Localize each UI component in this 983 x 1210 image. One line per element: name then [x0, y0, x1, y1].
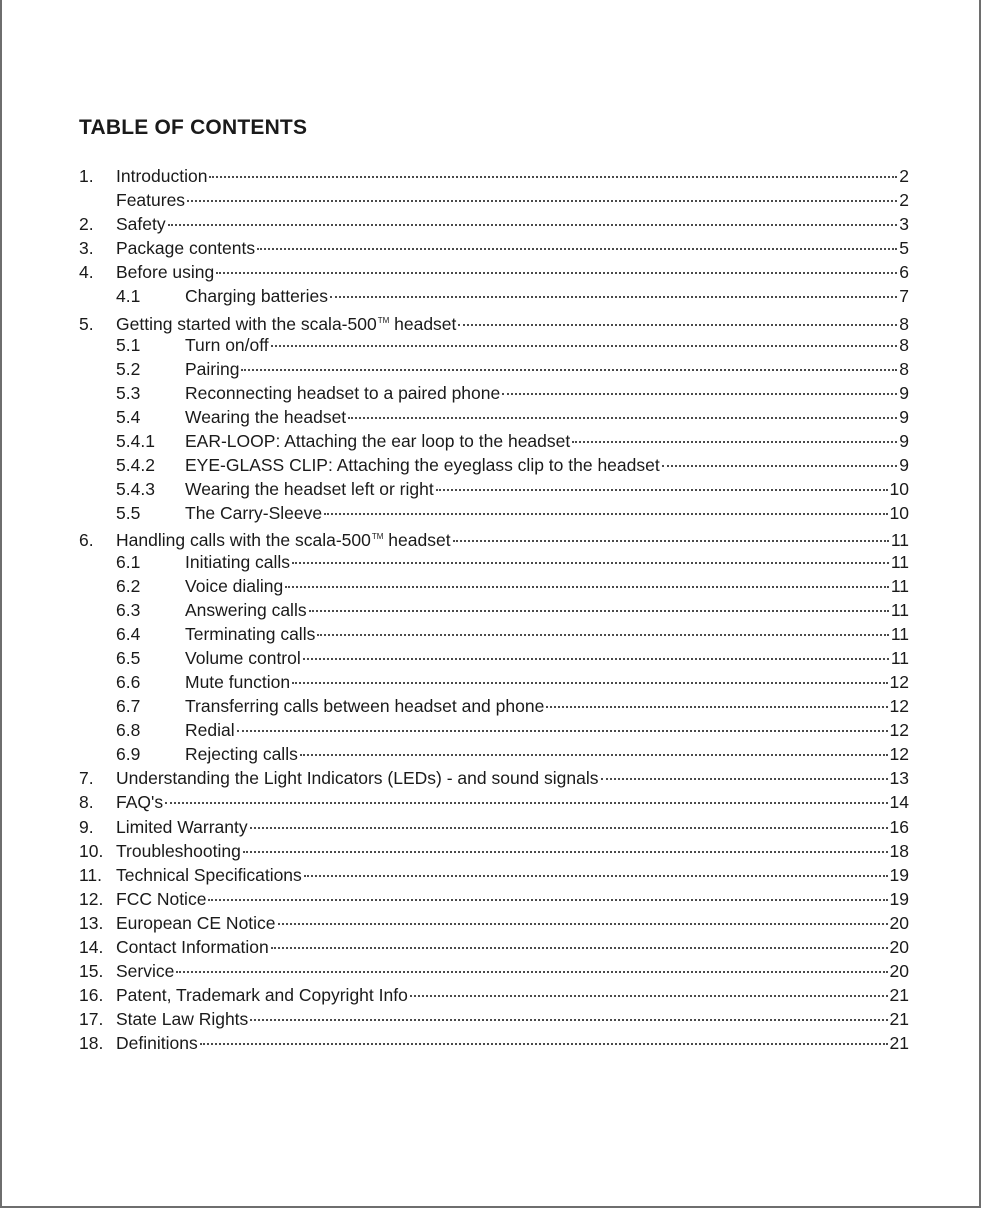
- toc-entry-number: 9.: [79, 816, 94, 837]
- toc-entry[interactable]: [79, 718, 909, 742]
- dot-leader: [271, 343, 898, 347]
- dot-leader: [436, 487, 888, 491]
- dot-leader: [243, 849, 888, 853]
- toc-entry[interactable]: [79, 1031, 909, 1055]
- toc-entry-number: 5.4.1: [116, 431, 155, 452]
- toc-entry[interactable]: [79, 742, 909, 766]
- dot-leader: [176, 969, 887, 973]
- dot-leader: [278, 921, 888, 925]
- toc-entry[interactable]: [79, 646, 909, 670]
- toc-entry-number: 1.: [79, 166, 94, 186]
- dot-leader: [300, 752, 888, 756]
- toc-entry-page-number: 21: [889, 1009, 909, 1030]
- toc-entry-page-number: 10: [889, 479, 909, 500]
- toc-entry-number: 4.: [79, 262, 94, 283]
- toc-entry-title-text: FCC Notice: [116, 888, 207, 909]
- toc-entry-number: 6.9: [116, 744, 141, 765]
- toc-entry-title: [185, 453, 660, 477]
- toc-entry-page-number: 8: [899, 313, 909, 334]
- toc-entry-title: [185, 646, 301, 670]
- toc-entry-title: [116, 815, 248, 839]
- toc-entry-title-text: Rejecting calls: [185, 744, 298, 765]
- toc-entry-number: 6.2: [116, 575, 141, 596]
- toc-entry-title-suffix: headset: [383, 530, 451, 551]
- toc-entry-title: [185, 574, 283, 598]
- toc-entry-title: [116, 887, 206, 911]
- page-title: TABLE OF CONTENTS: [79, 116, 308, 139]
- toc-entry[interactable]: [79, 670, 909, 694]
- dot-leader: [324, 511, 887, 515]
- toc-entry-number: 4.1: [116, 286, 141, 307]
- dot-leader: [453, 538, 889, 542]
- toc-entry-page-number: 9: [899, 455, 909, 476]
- dot-leader: [285, 584, 889, 588]
- toc-entry-title: [185, 670, 290, 694]
- dot-leader: [330, 294, 897, 298]
- toc-entry-number: 17.: [79, 1009, 104, 1030]
- toc-entry-number: 6.1: [116, 551, 141, 572]
- toc-entry[interactable]: [79, 790, 909, 814]
- toc-entry[interactable]: [79, 405, 909, 429]
- toc-entry[interactable]: [79, 983, 909, 1007]
- toc-entry-title-text: Contact Information: [116, 937, 269, 957]
- toc-entry-title: [116, 839, 241, 863]
- toc-entry-page-number: 11: [890, 647, 909, 668]
- dot-leader: [292, 680, 887, 684]
- toc-entry[interactable]: [79, 164, 909, 188]
- toc-entry[interactable]: [79, 887, 909, 911]
- toc-entry-page-number: 2: [899, 190, 909, 211]
- toc-entry-title: [185, 333, 269, 357]
- toc-entry[interactable]: [79, 766, 909, 790]
- toc-entry[interactable]: [79, 357, 909, 381]
- toc-entry-title-text: Transferring calls between headset and phone: [185, 696, 545, 717]
- toc-entry-page-number: 20: [889, 961, 909, 982]
- toc-entry-number: 16.: [79, 985, 104, 1006]
- dot-leader: [250, 825, 888, 829]
- dot-leader: [303, 656, 889, 660]
- toc-entry-title-text: European CE Notice: [116, 912, 276, 933]
- toc-entry-page-number: 5: [899, 238, 909, 259]
- toc-entry-page-number: 12: [889, 744, 909, 765]
- toc-entry-title: [116, 983, 408, 1007]
- toc-entry-page-number: 14: [889, 792, 909, 813]
- toc-entry-title: [185, 381, 500, 405]
- toc-entry-page-number: 21: [889, 985, 909, 1006]
- toc-entry-page-number: 8: [899, 334, 909, 355]
- toc-entry-title-text: Package contents: [116, 238, 256, 259]
- toc-entry-title-text: Safety: [116, 214, 166, 235]
- toc-entry-title: [116, 212, 166, 236]
- dot-leader: [216, 270, 897, 274]
- toc-entry-title: [116, 766, 599, 790]
- toc-entry[interactable]: [79, 188, 909, 212]
- toc-entry-page-number: 12: [889, 720, 909, 741]
- toc-entry-page-number: 11: [890, 623, 909, 644]
- toc-entry-title-text: FAQ's: [116, 792, 164, 813]
- dot-leader: [546, 704, 887, 708]
- toc-entry-title: [116, 911, 276, 935]
- toc-entry[interactable]: [79, 550, 909, 574]
- trademark-mark: TM: [371, 532, 384, 542]
- toc-list: [79, 164, 909, 1055]
- toc-entry-page-number: 9: [899, 431, 909, 452]
- toc-entry-number: 5.1: [116, 334, 141, 355]
- toc-entry-number: 5.4: [116, 406, 141, 427]
- toc-entry[interactable]: [79, 525, 909, 549]
- toc-entry[interactable]: [79, 212, 909, 236]
- trademark-mark: TM: [377, 315, 390, 325]
- toc-entry-page-number: 6: [899, 262, 909, 283]
- toc-entry-title-text: Volume control: [185, 647, 301, 668]
- toc-entry[interactable]: [79, 598, 909, 622]
- toc-entry-title: [116, 1031, 198, 1055]
- toc-entry-page-number: 18: [889, 840, 909, 861]
- toc-entry-page-number: 11: [890, 599, 909, 620]
- toc-entry-page-number: 9: [899, 406, 909, 427]
- toc-entry[interactable]: [79, 453, 909, 477]
- toc-entry[interactable]: [79, 622, 909, 646]
- toc-entry-number: 5.: [79, 313, 94, 334]
- toc-entry-title-text: Features: [116, 190, 186, 211]
- toc-entry-page-number: 21: [889, 1033, 909, 1054]
- toc-entry-title: [185, 694, 544, 718]
- toc-entry[interactable]: [79, 429, 909, 453]
- toc-entry-title: [116, 188, 185, 212]
- toc-entry-title-text: Handling calls with the scala-500: [116, 530, 371, 551]
- toc-entry-title-text: EAR-LOOP: Attaching the ear loop to the headset: [185, 431, 571, 452]
- toc-entry-number: 3.: [79, 238, 94, 259]
- toc-entry-title: [116, 1007, 248, 1031]
- toc-entry[interactable]: [79, 260, 909, 284]
- toc-entry-page-number: 10: [889, 503, 909, 524]
- toc-entry-number: 13.: [79, 912, 104, 933]
- dot-leader: [271, 945, 888, 949]
- toc-entry-title: [185, 622, 315, 646]
- toc-entry-number: 5.2: [116, 358, 141, 379]
- toc-entry[interactable]: [79, 959, 909, 983]
- toc-entry-title: [116, 525, 451, 552]
- dot-leader: [237, 728, 888, 732]
- toc-entry-number: 6.7: [116, 696, 141, 717]
- toc-entry[interactable]: [79, 477, 909, 501]
- dot-leader: [292, 560, 889, 564]
- toc-entry-number: 10.: [79, 840, 104, 861]
- toc-entry-title-text: Technical Specifications: [116, 864, 302, 885]
- toc-entry-title: [185, 550, 290, 574]
- toc-entry-page-number: 2: [899, 166, 909, 186]
- toc-entry-page-number: 16: [889, 816, 909, 837]
- dot-leader: [168, 222, 898, 226]
- toc-entry-title: [116, 236, 255, 260]
- toc-entry-title-text: Mute function: [185, 671, 291, 692]
- toc-entry[interactable]: [79, 381, 909, 405]
- toc-entry-title-text: The Carry-Sleeve: [185, 503, 323, 524]
- dot-leader: [208, 897, 887, 901]
- dot-leader: [502, 391, 897, 395]
- toc-entry-title: [185, 742, 298, 766]
- toc-entry-title-text: Wearing the headset left or right: [185, 479, 434, 500]
- toc-entry-title-text: Charging batteries: [185, 286, 328, 307]
- toc-entry-number: 5.5: [116, 503, 141, 524]
- toc-entry-page-number: 7: [899, 286, 909, 307]
- toc-entry-page-number: 3: [899, 214, 909, 235]
- dot-leader: [257, 246, 897, 250]
- dot-leader: [165, 800, 887, 804]
- toc-entry-number: 6.8: [116, 720, 141, 741]
- toc-entry-page-number: 8: [899, 358, 909, 379]
- dot-leader: [662, 463, 898, 467]
- toc-entry-title: [185, 598, 307, 622]
- toc-entry[interactable]: [79, 501, 909, 525]
- toc-entry[interactable]: [79, 839, 909, 863]
- toc-entry-title: [185, 405, 346, 429]
- toc-entry-title-text: Pairing: [185, 358, 240, 379]
- toc-entry[interactable]: [79, 1007, 909, 1031]
- toc-entry-title: [185, 357, 239, 381]
- toc-entry-number: 11.: [79, 864, 103, 885]
- toc-entry-title: [185, 501, 322, 525]
- toc-entry-title-text: Troubleshooting: [116, 840, 241, 861]
- toc-entry[interactable]: [79, 935, 909, 959]
- toc-entry-title-suffix: headset: [389, 313, 457, 334]
- toc-entry-title-text: Redial: [185, 720, 235, 741]
- toc-entry-page-number: 19: [889, 864, 909, 885]
- toc-entry-page-number: 20: [889, 937, 909, 957]
- toc-entry-number: 2.: [79, 214, 94, 235]
- toc-entry-number: 8.: [79, 792, 94, 813]
- toc-entry-title: [185, 284, 328, 308]
- toc-entry-page-number: 13: [889, 768, 909, 789]
- dot-leader: [410, 993, 888, 997]
- toc-entry[interactable]: [79, 694, 909, 718]
- toc-entry[interactable]: [79, 863, 909, 887]
- toc-entry-title-text: Introduction: [116, 166, 208, 186]
- toc-entry-title: [185, 477, 434, 501]
- toc-entry-title-text: Turn on/off: [185, 334, 269, 355]
- toc-entry[interactable]: [79, 236, 909, 260]
- toc-entry-title: [116, 790, 163, 814]
- toc-entry-title-text: Initiating calls: [185, 551, 291, 572]
- toc-entry-title: [116, 309, 456, 336]
- toc-entry[interactable]: [79, 815, 909, 839]
- toc-entry-title: [116, 260, 214, 284]
- dot-leader: [200, 1041, 888, 1045]
- toc-entry-title-text: Limited Warranty: [116, 816, 248, 837]
- toc-entry-title: [116, 959, 174, 983]
- toc-entry[interactable]: [79, 333, 909, 357]
- dot-leader: [348, 415, 897, 419]
- toc-entry-number: 15.: [79, 961, 104, 982]
- toc-entry-page-number: 9: [899, 382, 909, 403]
- toc-entry-title-text: Reconnecting headset to a paired phone: [185, 382, 501, 403]
- toc-entry-number: 18.: [79, 1033, 104, 1054]
- dot-leader: [241, 367, 897, 371]
- toc-entry-title: [116, 935, 269, 959]
- toc-entry-title-text: Terminating calls: [185, 623, 316, 644]
- toc-entry-title-text: Patent, Trademark and Copyright Info: [116, 985, 408, 1006]
- toc-entry[interactable]: [79, 574, 909, 598]
- toc-entry-page-number: 19: [889, 888, 909, 909]
- toc-entry-title-text: Understanding the Light Indicators (LEDs) - and sound signals: [116, 768, 599, 789]
- toc-entry-title-text: Voice dialing: [185, 575, 284, 596]
- toc-entry-title: [116, 164, 207, 188]
- toc-entry[interactable]: [79, 309, 909, 333]
- dot-leader: [317, 632, 889, 636]
- dot-leader: [601, 776, 888, 780]
- toc-entry-number: 6.: [79, 530, 94, 551]
- toc-entry-page-number: 11: [890, 551, 909, 572]
- toc-entry-number: 5.4.2: [116, 455, 155, 476]
- toc-entry-number: 12.: [79, 888, 104, 909]
- toc-entry-page-number: 11: [890, 530, 909, 551]
- toc-entry-number: 6.6: [116, 671, 141, 692]
- toc-entry-title-text: Wearing the headset: [185, 406, 347, 427]
- dot-leader: [187, 198, 897, 202]
- toc-entry-number: 6.4: [116, 623, 141, 644]
- toc-entry-title-text: Service: [116, 961, 175, 982]
- toc-entry-page-number: 12: [889, 696, 909, 717]
- toc-entry-page-number: 11: [890, 575, 909, 596]
- toc-entry-number: 6.5: [116, 647, 141, 668]
- toc-entry-title: [116, 863, 302, 887]
- toc-entry-title-text: State Law Rights: [116, 1009, 249, 1030]
- dot-leader: [250, 1017, 887, 1021]
- toc-entry-title: [185, 718, 235, 742]
- toc-entry-number: 5.4.3: [116, 479, 155, 500]
- toc-entry-number: 7.: [79, 768, 94, 789]
- toc-entry-title: [185, 429, 570, 453]
- toc-entry-number: 14.: [79, 937, 104, 957]
- dot-leader: [309, 608, 889, 612]
- toc-entry-title-text: Before using: [116, 262, 215, 283]
- toc-entry-title-text: Definitions: [116, 1033, 198, 1054]
- toc-entry-title-text: EYE-GLASS CLIP: Attaching the eyeglass clip to the headset: [185, 455, 660, 476]
- dot-leader: [304, 873, 888, 877]
- dot-leader: [209, 174, 897, 178]
- toc-entry-title-text: Getting started with the scala-500: [116, 313, 377, 334]
- toc-entry-page-number: 20: [889, 912, 909, 933]
- toc-entry-title-text: Answering calls: [185, 599, 307, 620]
- toc-entry-page-number: 12: [889, 671, 909, 692]
- toc-entry-number: 5.3: [116, 382, 141, 403]
- toc-entry[interactable]: [79, 284, 909, 308]
- dot-leader: [458, 322, 897, 326]
- dot-leader: [572, 439, 897, 443]
- toc-entry[interactable]: [79, 911, 909, 935]
- toc-entry-number: 6.3: [116, 599, 141, 620]
